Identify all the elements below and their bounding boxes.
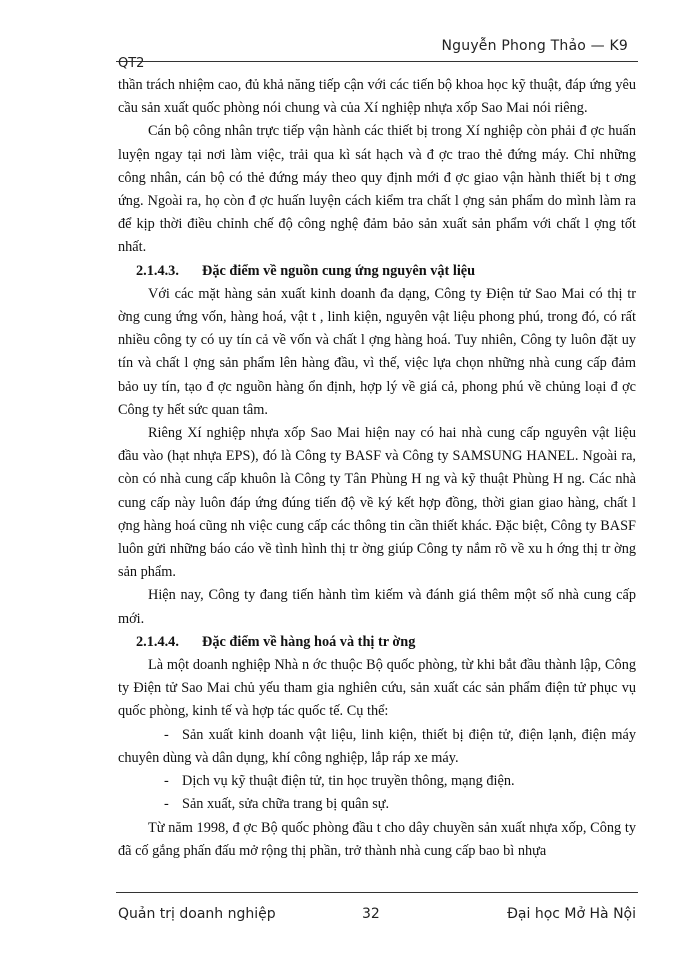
- paragraph-5: Hiện nay, Công ty đang tiến hành tìm kiếm và đánh giá thêm một số nhà cung cấp mới.: [118, 587, 636, 627]
- header-divider: [116, 61, 638, 62]
- paragraph-2: Cán bộ công nhân trực tiếp vận hành các thiết bị trong Xí nghiệp còn phải đ ợc huấn luyện ngay tại nơi làm việc, trải qua kì sát hạch và đ ợc trao thẻ đứng máy. Chỉ những công nhân, cán bộ có thẻ đứng máy theo quy định mới đ ợc giao vận hành thiết bị t ơng ứng. Ngoài ra, họ còn đ ợc huấn luyện cách kiểm tra chất l ợng sản phẩm do mình làm ra để kịp thời điều chỉnh chế độ công nghệ đảm bảo sản xuất sản phẩm với chất l ợng tốt nhất.: [118, 123, 636, 256]
- page-body: [118, 74, 636, 863]
- footer-divider: [116, 892, 638, 893]
- section-title: Đặc điểm về hàng hoá và thị tr ờng: [202, 633, 416, 650]
- paragraph-3: Với các mặt hàng sản xuất kinh doanh đa dạng, Công ty Điện tử Sao Mai có thị tr ờng cung ứng vốn, hàng hoá, vật t , linh kiện, nguyên vật liệu phong phú, trong đó, có rất nhiều công ty có uy tín cả về vốn và chất l ợng hàng hoá. Tuy nhiên, Công ty luôn đặt uy tín và chất l ợng sản phẩm lên hàng đầu, vì thế, việc lựa chọn những nhà cung cấp đảm bảo uy tín, tạo đ ợc nguồn hàng ổn định, hợp lý về giá cả, phong phú về chủng loại đ ợc Công ty hết sức quan tâm.: [118, 285, 636, 418]
- paragraph-7: Từ năm 1998, đ ợc Bộ quốc phòng đầu t cho dây chuyền sản xuất nhựa xốp, Công ty đã cố gắng phấn đấu mở rộng thị phần, trở thành nhà cung cấp bao bì nhựa: [118, 819, 636, 859]
- header-class-code: QT2: [118, 56, 145, 71]
- footer-course: Quản trị doanh nghiệp: [118, 906, 276, 922]
- section-heading-2-1-4-4: [118, 631, 636, 654]
- bullet-text: Sản xuất kinh doanh vật liệu, linh kiện, thiết bị điện tử, điện lạnh, điện máy chuyên dùng và dân dụng, khí công nghiệp, lắp ráp xe máy.: [118, 726, 636, 766]
- page-number: 32: [362, 906, 380, 922]
- section-title: Đặc điểm về nguồn cung ứng nguyên vật liệu: [202, 262, 476, 279]
- bullet-item: [118, 724, 636, 770]
- bullet-dash: -: [164, 796, 169, 813]
- bullet-item: [118, 793, 636, 816]
- bullet-item: [118, 770, 636, 793]
- paragraph-6: Là một doanh nghiệp Nhà n ớc thuộc Bộ quốc phòng, từ khi bắt đầu thành lập, Công ty Điện tử Sao Mai chủ yếu tham gia nghiên cứu, sản xuất các sản phẩm điện tử phục vụ quốc phòng, kinh tế và hợp tác quốc tế. Cụ thể:: [118, 657, 636, 720]
- header-author: Nguyễn Phong Thảo — K9: [441, 38, 628, 54]
- paragraph-4: Riêng Xí nghiệp nhựa xốp Sao Mai hiện nay có hai nhà cung cấp nguyên vật liệu đầu vào (hạt nhựa EPS), đó là Công ty BASF và Công ty SAMSUNG HANEL. Ngoài ra, còn có nhà cung cấp khuôn là Công ty Tân Phùng H ng và kỹ thuật Phùng H ng. Các nhà cung cấp này luôn đáp ứng đúng tiến độ về ký kết hợp đồng, thời gian giao hàng, chất l ợng hàng hoá cũng nh việc cung cấp các thông tin cần thiết khác. Đặc biệt, Công ty BASF luôn gửi những báo cáo về tình hình thị tr ờng giúp Công ty nắm rõ về xu h ớng thị tr ờng sản phẩm.: [118, 425, 636, 581]
- bullet-text: Sản xuất, sửa chữa trang bị quân sự.: [182, 796, 390, 813]
- section-number: 2.1.4.4.: [136, 633, 179, 650]
- bullet-text: Dịch vụ kỹ thuật điện tử, tin học truyền thông, mạng điện.: [182, 773, 515, 790]
- section-number: 2.1.4.3.: [136, 262, 179, 279]
- bullet-dash: -: [164, 726, 169, 743]
- bullet-dash: -: [164, 773, 169, 790]
- footer-university: Đại học Mở Hà Nội: [507, 906, 636, 922]
- paragraph-1: thần trách nhiệm cao, đủ khả năng tiếp cận với các tiến bộ khoa học kỹ thuật, đáp ứng yêu cầu sản xuất quốc phòng nói chung và của Xí nghiệp nhựa xốp Sao Mai nói riêng.: [118, 77, 636, 117]
- section-heading-2-1-4-3: [118, 260, 636, 283]
